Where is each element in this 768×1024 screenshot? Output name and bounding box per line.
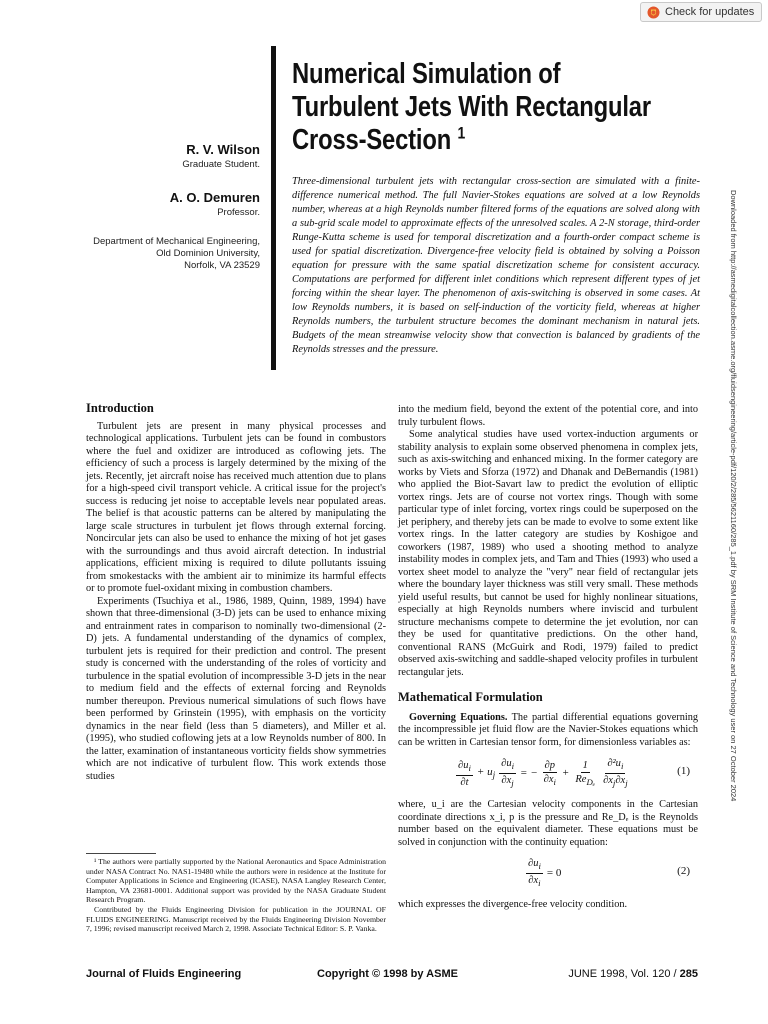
author-name: A. O. Demuren [169, 190, 260, 205]
footnote [86, 857, 386, 934]
paragraph: Experiments (Tsuchiya et al., 1986, 1989, Quinn, 1989, 1994) have shown that three-dimensional (3-D) jets can be used to enhance mixing and entrainment rates in comparison to nominally two-dimensional (2-D) jets. A fundamental understanding of the dynamics of complex, turbulent jets is required for their prediction and control. The present study is concerned with the understanding of the roles of vorticity and turbulence in the spatial evolution of incompressible 3-D jets in the near to medium field and the effects of external forcing and Reynolds number thereupon. Previous numerical simulations of such flows have been performed by Grinstein (1995), with emphasis on the vorticity dynamics in the near field (less than 5 diameters), and Miller et al. (1995), who studied coflowing jets at a low Reynolds number of 800. In the latter, examination of instantaneous vorticity fields show symmetries which are not indicative of turbulent flow. This work extends those studies [86, 595, 386, 782]
section-heading-mathematical-formulation: Mathematical Formulation [398, 690, 543, 704]
equation-number: (2) [677, 865, 690, 877]
download-note: Downloaded from http://asmedigitalcollection.asme.org/fluidsengineering/article-pdf/120/2/285/5621160/285_1.pdf by SRM Institute of Science and Technology user on 27 October 2024 [729, 190, 738, 802]
equation-2 [398, 855, 698, 893]
footnote-rule [86, 853, 156, 854]
check-for-updates-label: Check for updates [665, 6, 755, 18]
paragraph: Turbulent jets are present in many physical processes and technological applications. Turbulent jets can be found in combustors where the fuel and oxidizer are introduced as coflowing jets. The efficiency of such a process is largely determined by the mixing of the jets. Recently, jet aircraft noise has received much attention due to plans for a high-speed civil transport vehicle. A critical issue for the project's success is reducing jet noise to acceptable levels near populated areas. The belief is that acoustic patterns can be altered by manipulating the large scale structures in turbulent jet flows through external forcing. Noncircular jets can also be used to enhance the mixing of hot jet gases with the surroundings and thus avoid aircraft detection. In industrial applications, efficient mixing is required to dilute pollutants issuing from smokestacks with the ambient air to minimize its harmful effects or to promote fuel-oxidant mixing in combustion chambers. [86, 420, 386, 594]
footnote-paragraph: Contributed by the Fluids Engineering Division for publication in the JOURNAL OF FLUIDS ENGINEERING. Manuscript received by the Fluids Engineering Division November 7, 1996; revised manuscript received March 2, 1998. Associate Technical Editor: S. P. Vanka. [86, 904, 386, 934]
equation-1 [398, 755, 698, 793]
author-role: Graduate Student. [182, 159, 260, 170]
author-name: R. V. Wilson [186, 142, 260, 157]
run-in-heading: Governing Equations. [409, 711, 508, 723]
paragraph: into the medium field, beyond the extent of the potential core, and into truly turbulent flows. [398, 404, 698, 428]
section-heading-introduction: Introduction [86, 401, 154, 415]
author-block [80, 142, 260, 272]
paper-title: Numerical Simulation of Turbulent Jets With Rectangular Cross-Section $^1$ [292, 58, 651, 156]
issue-info: JUNE 1998, Vol. 120 / 285 [568, 968, 698, 980]
equation-number: (1) [677, 765, 690, 777]
journal-name: Journal of Fluids Engineering [86, 968, 242, 980]
navier-stokes-equation: $\frac{\partial u_i}{\partial t}$ + $u_j$ $\frac{\partial u_i}{\partial x_j}$ = − $\frac{\partial p}{\partial x_i}$ + $\frac{1}{Re_{D_e}}$ $\frac{\partial^2u_i}{\partial x_j\partial x_j}$ [458, 758, 628, 789]
check-for-updates-button[interactable] [640, 2, 762, 22]
title-rule [271, 46, 276, 370]
page-footer [86, 968, 698, 982]
left-column [86, 402, 386, 783]
abstract: Three-dimensional turbulent jets with rectangular cross-section are simulated with a finite-difference numerical method. The full Navier-Stokes equations are solved at a low Reynolds number, whereas at a high Reynolds number filtered forms of the equations are solved along with a sub-grid scale model to approximate effects of the unresolved scales. A 2-N storage, third-order Runge-Kutta scheme is used for temporal discretization and a fourth-order compact scheme is used for spatial discretization. Divergence-free velocity field is obtained by solving a Poisson equation for pressure with the same spatial discretization scheme for consistent accuracy. Computations are performed for different inlet conditions which represent different types of jet forcing within the shear layer. The phenomenon of axis-switching is observed in some cases. At low Reynolds numbers, it is based on self-induction of the vorticity field, whereas at higher Reynolds numbers, the turbulent structure becomes the dominant mechanism in natural jets. Budgets of the mean streamwise velocity show that convection is balanced by gradients of the Reynolds stresses and the pressure. [292, 176, 700, 355]
footnote-paragraph: ¹ The authors were partially supported by the National Aeronautics and Space Administration under NASA Contract No. NAS1-19480 while the authors were in residence at the Institute for Computer Applications in Science and Engineering (ICASE), NASA Langley Research Center, Hampton, VA 23681-0001. Additional support was provided by the NASA Graduate Student Research Program. [86, 857, 386, 905]
continuity-equation: $\frac{\partial u_i}{\partial x_i}$ = 0 [528, 858, 562, 889]
crossmark-icon [647, 6, 660, 19]
title-footnote-ref: 1 [457, 123, 466, 143]
copyright: Copyright © 1998 by ASME [317, 968, 458, 980]
author-role: Professor. [217, 207, 260, 218]
right-column [398, 404, 698, 912]
page-number: 285 [679, 968, 698, 980]
paragraph: Some analytical studies have used vortex-induction arguments or stability analysis to explain some observed phenomena in complex jets, such as axis-switching and enhanced mixing. In the former category are works by Viets and Sforza (1972) and Dhanak and DeBernandis (1981) who applied the Biot-Savart law to predict the evolution of elliptic vortex rings. Jets are of course not vortex rings. Though with some particular type of inlet forcing, vortex rings could be superposed on the jet periphery, and thereby jets can be made to evolve to some extent like vortex rings. In the latter category are studies by Koshigoe and coworkers (1987, 1989) who used a shooting method to analyze instability modes in complex jets, and Tam and Thies (1993) who used a vortex sheet model to analyze the "very" near field of rectangular jets where the boundary layer thickness was still very small. These methods yield useful results, but cannot be used for highly nonlinear situations, especially at high Reynolds numbers where inviscid and turbulent structure mechanisms compete to determine the jet evolution, nor can they be used for quantitative predictions. On the other hand, conventional RANS (McGuirk and Rodi, 1979) failed to predict observed axis-switching and saddle-shaped velocity profiles in turbulent rectangular jets. [398, 429, 698, 678]
paragraph: where, u_i are the Cartesian velocity components in the Cartesian coordinate directions x_i, p is the pressure and Re_Dₑ is the Reynolds number based on the equivalent diameter. These equations must be solved in conjunction with the continuity equation: [398, 799, 698, 848]
paragraph: Governing Equations. The partial differential equations governing the incompressible jet fluid flow are the Navier-Stokes equations which can be written in Cartesian tensor form, for dimensionless variables as: [398, 711, 699, 748]
paragraph: which expresses the divergence-free velocity condition. [398, 899, 628, 910]
affiliation: Department of Mechanical Engineering, Old Dominion University, Norfolk, VA 23529 [93, 236, 260, 271]
